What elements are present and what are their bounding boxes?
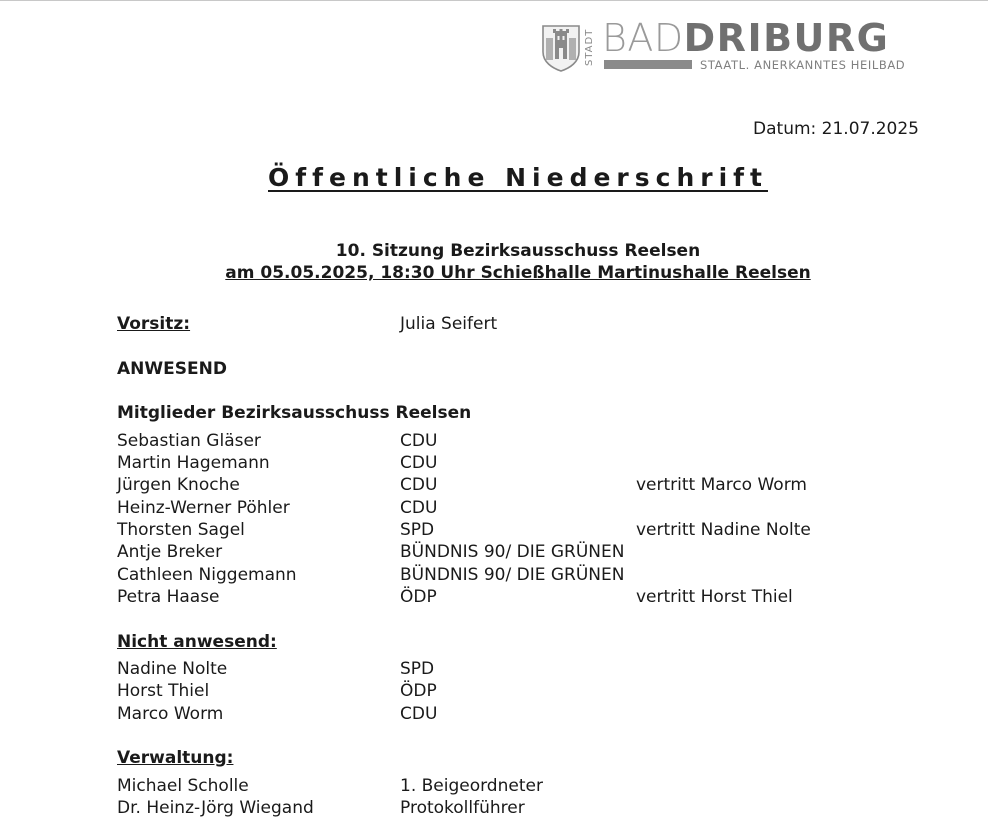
logo-wordmark: [602, 16, 889, 60]
administration-row: [0, 776, 988, 798]
logo-stadt-text: STADT: [584, 28, 595, 66]
absent-party: SPD: [400, 659, 435, 679]
absent-heading: Nicht anwesend:: [117, 632, 277, 652]
member-note: vertritt Horst Thiel: [636, 587, 793, 607]
member-note: vertritt Nadine Nolte: [636, 520, 811, 540]
absent-party: CDU: [400, 704, 438, 724]
absent-row: [0, 659, 988, 681]
absent-name: Nadine Nolte: [117, 659, 228, 679]
member-party: ÖDP: [400, 587, 437, 607]
member-party: CDU: [400, 475, 438, 495]
member-name: Thorsten Sagel: [117, 520, 245, 540]
administration-heading: Verwaltung:: [117, 748, 234, 768]
document-title: Öffentliche Niederschrift: [268, 163, 768, 192]
present-heading: ANWESEND: [117, 359, 227, 379]
chair-label: Vorsitz:: [117, 314, 191, 334]
administration-name: Dr. Heinz-Jörg Wiegand: [117, 798, 314, 818]
member-name: Jürgen Knoche: [117, 475, 240, 495]
absent-row: [0, 704, 988, 726]
absent-row: [0, 681, 988, 703]
member-party: SPD: [400, 520, 435, 540]
city-logo: [540, 16, 920, 74]
member-party: CDU: [400, 498, 438, 518]
chair-name: Julia Seifert: [400, 314, 498, 334]
session-date-location: am 05.05.2025, 18:30 Uhr Schießhalle Martinushalle Reelsen: [225, 263, 811, 283]
member-row: [0, 475, 988, 497]
logo-bar: [604, 60, 692, 69]
member-row: [0, 498, 988, 520]
administration-row: [0, 798, 988, 820]
member-row: [0, 520, 988, 542]
logo-tagline: STAATL. ANERKANNTES HEILBAD: [700, 58, 906, 72]
document-date: Datum: 21.07.2025: [753, 119, 919, 139]
member-row: [0, 453, 988, 475]
logo-driburg-text: DRIBURG: [683, 16, 890, 60]
member-row: [0, 542, 988, 564]
administration-role: Protokollführer: [400, 798, 525, 818]
coat-of-arms-icon: [540, 22, 582, 72]
member-party: CDU: [400, 431, 438, 451]
member-party: CDU: [400, 453, 438, 473]
member-row: [0, 431, 988, 453]
logo-bad-text: BAD: [602, 16, 684, 60]
member-name: Martin Hagemann: [117, 453, 270, 473]
present-group-heading: Mitglieder Bezirksausschuss Reelsen: [117, 403, 472, 423]
session-title: 10. Sitzung Bezirksausschuss Reelsen: [335, 241, 701, 261]
top-border-line: [0, 0, 988, 1]
administration-role: 1. Beigeordneter: [400, 776, 543, 796]
member-name: Antje Breker: [117, 542, 223, 562]
member-party: BÜNDNIS 90/ DIE GRÜNEN: [400, 542, 625, 562]
absent-party: ÖDP: [400, 681, 437, 701]
absent-name: Horst Thiel: [117, 681, 210, 701]
member-row: [0, 565, 988, 587]
member-party: BÜNDNIS 90/ DIE GRÜNEN: [400, 565, 625, 585]
member-name: Sebastian Gläser: [117, 431, 261, 451]
administration-name: Michael Scholle: [117, 776, 249, 796]
member-name: Petra Haase: [117, 587, 220, 607]
member-name: Heinz-Werner Pöhler: [117, 498, 290, 518]
member-name: Cathleen Niggemann: [117, 565, 297, 585]
absent-name: Marco Worm: [117, 704, 224, 724]
member-row: [0, 587, 988, 609]
member-note: vertritt Marco Worm: [636, 475, 807, 495]
